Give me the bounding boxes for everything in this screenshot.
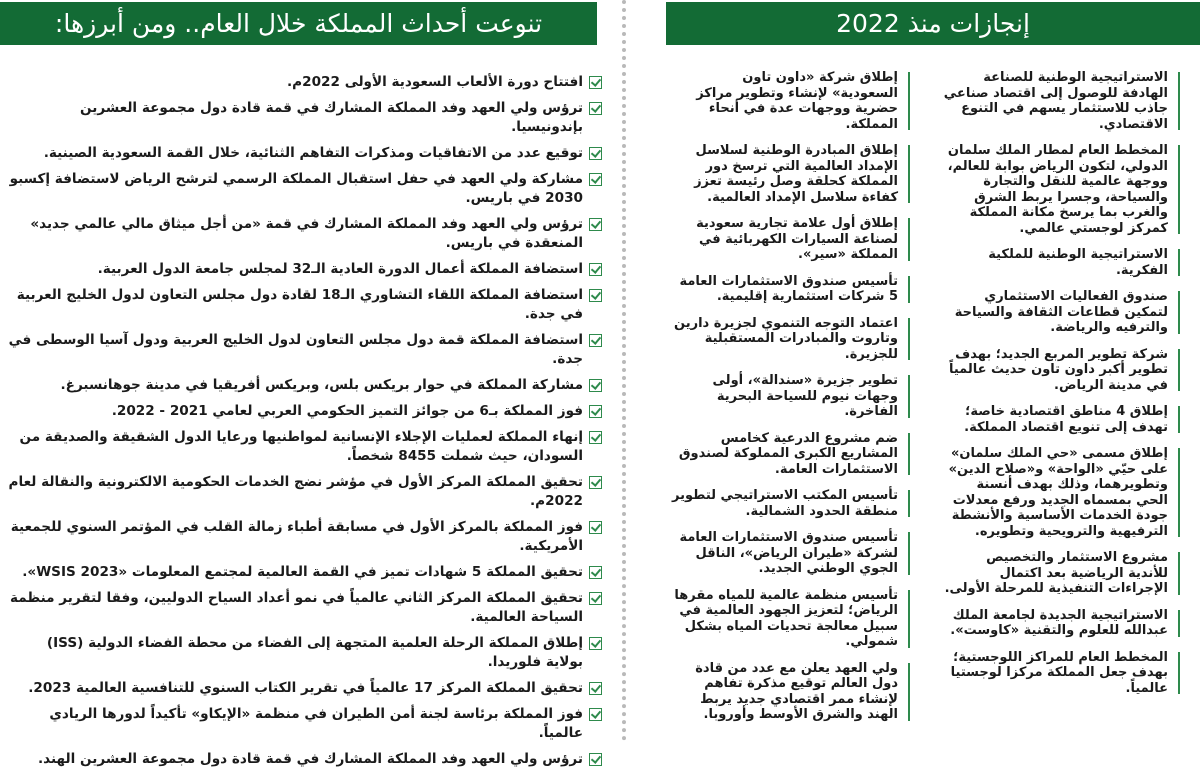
check-icon: [589, 405, 602, 418]
check-icon: [589, 753, 602, 766]
achievements-section-title: إنجازات منذ 2022: [666, 2, 1200, 45]
check-icon: [589, 334, 602, 347]
check-icon: [589, 102, 602, 115]
list-item: مشاركة ولي العهد في حفل استقبال المملكة الرسمي لترشح الرياض لاستضافة إكسبو 2030 في باريس.: [6, 170, 602, 208]
list-item: اعتماد التوجه التنموي لجزيرة دارين وتاروت والمبادرات المستقبلية للجزيرة.: [672, 316, 910, 363]
check-icon: [589, 218, 602, 231]
list-item: إنهاء المملكة لعمليات الإجلاء الإنسانية لمواطنيها ورعايا الدول الشقيقة والصديقة من السودان، حيث شملت 8455 شخصاً.: [6, 428, 602, 466]
list-item: تحقيق المملكة المركز 17 عالمياً في تقرير الكتاب السنوي للتنافسية العالمية 2023.: [6, 679, 602, 698]
check-icon: [589, 592, 602, 605]
list-item: ترؤس ولي العهد وفد المملكة المشارك في قمة قادة دول مجموعة العشرين بإندونيسيا.: [6, 99, 602, 137]
list-item: شركة تطوير المربع الجديد؛ بهدف تطوير أكبر داون تاون حديث عالمياً في مدينة الرياض.: [942, 347, 1180, 394]
achievements-column-left: [672, 70, 910, 734]
list-item: تحقيق المملكة المركز الثاني عالمياً في نمو أعداد السياح الدوليين، وفقا لتقرير منظمة السياحة العالمية.: [6, 589, 602, 627]
list-item: الاستراتيجية الوطنية للصناعة الهادفة للوصول إلى اقتصاد صناعي جاذب للاستثمار يسهم في التنوع الاقتصادي.: [942, 70, 1180, 132]
list-item: إطلاق شركة «داون تاون السعودية» لإنشاء وتطوير مراكز حضرية ووجهات عدة في أنحاء المملكة.: [672, 70, 910, 132]
list-item: الاستراتيجية الجديدة لجامعة الملك عبدالله للعلوم والتقنية «كاوست».: [942, 608, 1180, 639]
list-item: تحقيق المملكة 5 شهادات تميز في القمة العالمية لمجتمع المعلومات «WSIS 2023».: [6, 563, 602, 582]
list-item: المخطط العام للمراكز اللوجستية؛ بهدف جعل المملكة مركزا لوجستيا عالمياً.: [942, 650, 1180, 697]
list-item: توقيع عدد من الاتفاقيات ومذكرات التفاهم الثنائية، خلال القمة السعودية الصينية.: [6, 144, 602, 163]
list-item: ترؤس ولي العهد وفد المملكة المشارك في قمة قادة دول مجموعة العشرين الهند.: [6, 750, 602, 769]
check-icon: [589, 682, 602, 695]
list-item: فوز المملكة بالمركز الأول في مسابقة أطباء زمالة القلب في المؤتمر السنوي للجمعية الأمريكية.: [6, 518, 602, 556]
list-item: ترؤس ولي العهد وفد المملكة المشارك في قمة «من أجل ميثاق مالي عالمي جديد» المنعقدة في باريس.: [6, 215, 602, 253]
check-icon: [589, 379, 602, 392]
check-icon: [589, 476, 602, 489]
check-icon: [589, 637, 602, 650]
check-icon: [589, 521, 602, 534]
list-item: المخطط العام لمطار الملك سلمان الدولي، لتكون الرياض بوابة للعالم، ووجهة عالمية للنقل والتجارة والسياحة، وجسرا يربط الشرق والغرب بما يرسخ مكانة المملكة كمركز لوجستي عالمي.: [942, 143, 1180, 236]
check-icon: [589, 289, 602, 302]
list-item: استضافة المملكة اللقاء التشاوري الـ18 لقادة دول مجلس التعاون لدول الخليج العربية في جدة.: [6, 286, 602, 324]
check-icon: [589, 76, 602, 89]
list-item: إطلاق المملكة الرحلة العلمية المتجهة إلى الفضاء من محطة الفضاء الدولية (ISS) بولاية فلوريدا.: [6, 634, 602, 672]
list-item: إطلاق المبادرة الوطنية لسلاسل الإمداد العالمية التي ترسخ دور المملكة كحلقة وصل رئيسة تعزز كفاءة سلاسل الإمداد العالمية.: [672, 143, 910, 205]
list-item: تحقيق المملكة المركز الأول في مؤشر نضج الخدمات الحكومية الالكترونية والنقالة لعام 2022م.: [6, 473, 602, 511]
list-item: تأسيس المكتب الاستراتيجي لتطوير منطقة الحدود الشمالية.: [672, 488, 910, 519]
events-list: [6, 73, 602, 776]
list-item: افتتاح دورة الألعاب السعودية الأولى 2022م.: [6, 73, 602, 92]
list-item: ولي العهد يعلن مع عدد من قادة دول العالم توقيع مذكرة تفاهم لإنشاء ممر اقتصادي جديد يربط الهند والشرق الأوسط وأوروبا.: [672, 661, 910, 723]
list-item: تطوير جزيرة «سندالة»، أولى وجهات نيوم للسياحة البحرية الفاخرة.: [672, 373, 910, 420]
list-item: استضافة المملكة قمة دول مجلس التعاون لدول الخليج العربية ودول آسيا الوسطى في جدة.: [6, 331, 602, 369]
check-icon: [589, 263, 602, 276]
list-item: إطلاق أول علامة تجارية سعودية لصناعة السيارات الكهربائية في المملكة «سير».: [672, 216, 910, 263]
list-item: استضافة المملكة أعمال الدورة العادية الـ32 لمجلس جامعة الدول العربية.: [6, 260, 602, 279]
check-icon: [589, 173, 602, 186]
list-item: مشاركة المملكة في حوار بريكس بلس، وبريكس أفريقيا في مدينة جوهانسبرغ.: [6, 376, 602, 395]
list-item: تأسيس صندوق الاستثمارات العامة لشركة «طيران الرياض»، الناقل الجوي الوطني الجديد.: [672, 530, 910, 577]
list-item: ضم مشروع الدرعية كخامس المشاريع الكبرى المملوكة لصندوق الاستثمارات العامة.: [672, 431, 910, 478]
events-section-title: تنوعت أحداث المملكة خلال العام.. ومن أبرزها:: [0, 2, 597, 45]
check-icon: [589, 147, 602, 160]
list-item: الاستراتيجية الوطنية للملكية الفكرية.: [942, 247, 1180, 278]
list-item: إطلاق 4 مناطق اقتصادية خاصة؛ تهدف إلى تنويع اقتصاد المملكة.: [942, 404, 1180, 435]
list-item: تأسيس منظمة عالمية للمياه مقرها الرياض؛ لتعزيز الجهود العالمية في سبيل معالجة تحديات المياه بشكل شمولي.: [672, 588, 910, 650]
check-icon: [589, 431, 602, 444]
column-divider: [622, 0, 626, 741]
list-item: فوز المملكة برئاسة لجنة أمن الطيران في منظمة «الإيكاو» تأكيداً لدورها الريادي عالمياً.: [6, 705, 602, 743]
achievements-column-right: [942, 70, 1180, 707]
check-icon: [589, 566, 602, 579]
check-icon: [589, 708, 602, 721]
list-item: إطلاق مسمى «حي الملك سلمان» على حيّي «الواحة» و«صلاح الدين» وتطويرهما، وذلك بهدف أنسنة الحي بمسماه الجديد ورفع معدلات جودة الخدمات الأساسية والأنشطة الترفيهية والترويحية وتطويره.: [942, 446, 1180, 539]
list-item: مشروع الاستثمار والتخصيص للأندية الرياضية بعد اكتمال الإجراءات التنفيذية للمرحلة الأولى.: [942, 550, 1180, 597]
list-item: تأسيس صندوق الاستثمارات العامة 5 شركات استثمارية إقليمية.: [672, 274, 910, 305]
list-item: صندوق الفعاليات الاستثماري لتمكين قطاعات الثقافة والسياحة والترفيه والرياضة.: [942, 289, 1180, 336]
list-item: فوز المملكة بـ6 من جوائز التميز الحكومي العربي لعامي 2021 - 2022.: [6, 402, 602, 421]
